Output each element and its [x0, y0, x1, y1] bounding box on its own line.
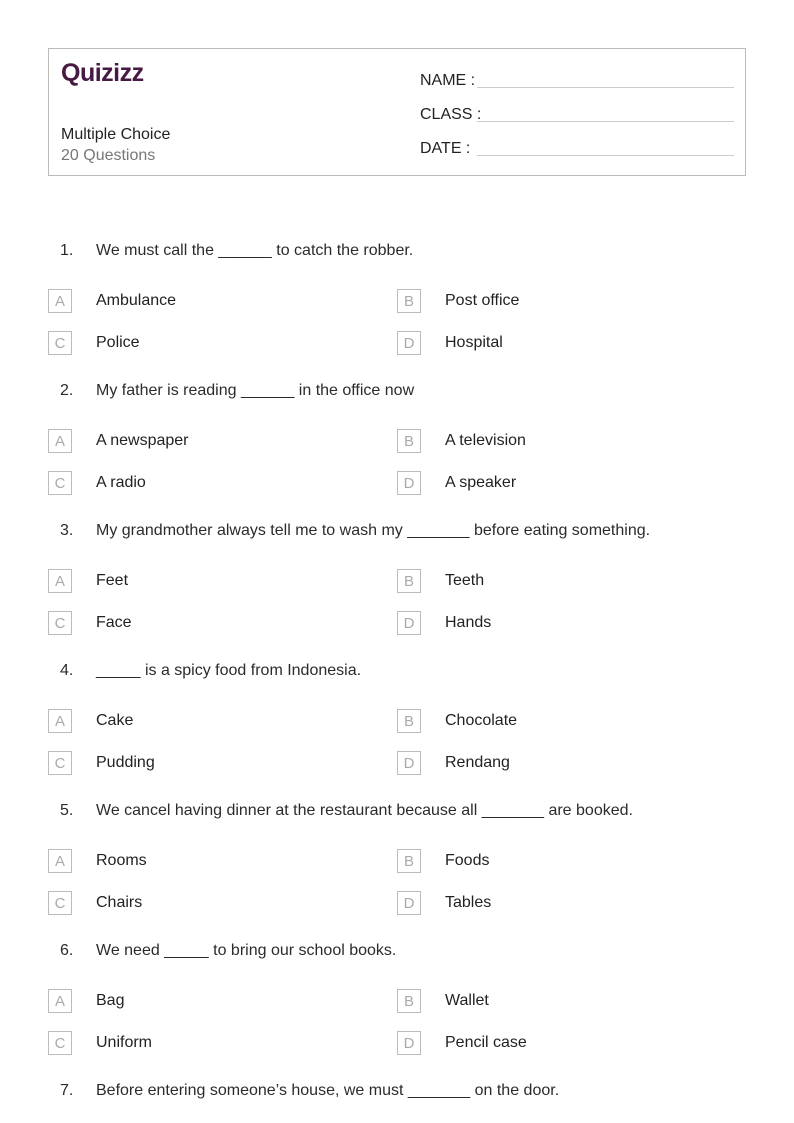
option-row: [0, 1022, 794, 1064]
option-text: Chocolate: [445, 712, 518, 729]
option-row: [0, 840, 794, 882]
question-number: 3.: [60, 522, 74, 539]
option-letter-box[interactable]: D: [397, 751, 421, 775]
answer-option[interactable]: [48, 700, 134, 742]
name-label: NAME :: [420, 72, 476, 89]
option-text: Face: [96, 614, 132, 631]
question: [0, 228, 794, 364]
option-letter-box[interactable]: C: [48, 751, 72, 775]
option-row: [0, 742, 794, 784]
option-text: Post office: [445, 292, 520, 309]
option-text: Pudding: [96, 754, 155, 771]
question-list: [0, 228, 794, 1120]
option-letter-box[interactable]: C: [48, 891, 72, 915]
answer-option[interactable]: [48, 602, 132, 644]
option-letter-box[interactable]: B: [397, 989, 421, 1013]
option-text: Rooms: [96, 852, 147, 869]
option-text: Ambulance: [96, 292, 177, 309]
answer-option[interactable]: [397, 742, 510, 784]
question-number: 1.: [60, 242, 74, 259]
question-text: Before entering someone’s house, we must _______ on the door.: [96, 1082, 560, 1099]
option-text: Chairs: [96, 894, 143, 911]
question-text: We must call the ______ to catch the robber.: [96, 242, 414, 259]
option-text: Police: [96, 334, 140, 351]
answer-option[interactable]: [397, 602, 492, 644]
answer-option[interactable]: [48, 882, 143, 924]
answer-option[interactable]: [48, 980, 125, 1022]
question: [0, 788, 794, 924]
option-text: A television: [445, 432, 526, 449]
option-row: [0, 280, 794, 322]
option-row: [0, 980, 794, 1022]
question-text: We cancel having dinner at the restaurant because all _______ are booked.: [96, 802, 633, 819]
answer-option[interactable]: [397, 700, 518, 742]
option-letter-box[interactable]: A: [48, 989, 72, 1013]
option-letter-box[interactable]: B: [397, 709, 421, 733]
option-row: [0, 322, 794, 364]
date-line[interactable]: [477, 154, 734, 156]
question-count: 20 Questions: [61, 147, 156, 164]
quizizz-logo: Quizizz: [61, 59, 144, 87]
name-line[interactable]: [477, 86, 734, 88]
class-label: CLASS :: [420, 106, 482, 123]
question-text: _____ is a spicy food from Indonesia.: [96, 662, 362, 679]
answer-option[interactable]: [397, 280, 520, 322]
option-text: A speaker: [445, 474, 517, 491]
answer-option[interactable]: [397, 980, 489, 1022]
question: [0, 928, 794, 1064]
question-number: 5.: [60, 802, 74, 819]
question: [0, 368, 794, 504]
answer-option[interactable]: [397, 840, 490, 882]
option-letter-box[interactable]: B: [397, 289, 421, 313]
question: [0, 1068, 794, 1120]
option-row: [0, 560, 794, 602]
answer-option[interactable]: [397, 462, 517, 504]
answer-option[interactable]: [48, 742, 155, 784]
answer-option[interactable]: [48, 322, 140, 364]
option-text: Uniform: [96, 1034, 153, 1051]
answer-option[interactable]: [48, 462, 146, 504]
answer-option[interactable]: [48, 1022, 153, 1064]
answer-option[interactable]: [48, 840, 147, 882]
option-row: [0, 462, 794, 504]
question-number: 7.: [60, 1082, 74, 1099]
option-letter-box[interactable]: D: [397, 331, 421, 355]
option-text: A radio: [96, 474, 146, 491]
option-letter-box[interactable]: D: [397, 611, 421, 635]
option-letter-box[interactable]: D: [397, 891, 421, 915]
option-text: Hands: [445, 614, 492, 631]
option-text: Pencil case: [445, 1034, 527, 1051]
option-text: Rendang: [445, 754, 510, 771]
answer-option[interactable]: [397, 322, 503, 364]
option-letter-box[interactable]: C: [48, 471, 72, 495]
class-line[interactable]: [477, 120, 734, 122]
option-row: [0, 602, 794, 644]
date-field[interactable]: [420, 134, 734, 158]
option-text: Wallet: [445, 992, 489, 1009]
answer-option[interactable]: [397, 420, 526, 462]
question-text: We need _____ to bring our school books.: [96, 942, 397, 959]
answer-option[interactable]: [397, 882, 492, 924]
option-letter-box[interactable]: C: [48, 611, 72, 635]
option-letter-box[interactable]: D: [397, 1031, 421, 1055]
option-text: Bag: [96, 992, 125, 1009]
question-number: 2.: [60, 382, 74, 399]
option-letter-box[interactable]: A: [48, 849, 72, 873]
question: [0, 508, 794, 644]
option-letter-box[interactable]: C: [48, 331, 72, 355]
question-number: 6.: [60, 942, 74, 959]
option-text: Feet: [96, 572, 129, 589]
option-letter-box[interactable]: D: [397, 471, 421, 495]
option-text: Teeth: [445, 572, 485, 589]
option-text: Foods: [445, 852, 490, 869]
question: [0, 648, 794, 784]
option-letter-box[interactable]: B: [397, 849, 421, 873]
answer-option[interactable]: [48, 280, 177, 322]
class-field[interactable]: [420, 100, 734, 124]
option-row: [0, 700, 794, 742]
option-row: [0, 882, 794, 924]
answer-option[interactable]: [48, 560, 129, 602]
worksheet-title: Multiple Choice: [61, 126, 171, 143]
option-row: [0, 420, 794, 462]
worksheet-header: [48, 48, 746, 176]
answer-option[interactable]: [397, 1022, 527, 1064]
answer-option[interactable]: [397, 560, 485, 602]
answer-option[interactable]: [48, 420, 189, 462]
option-letter-box[interactable]: B: [397, 569, 421, 593]
option-letter-box[interactable]: A: [48, 569, 72, 593]
option-letter-box[interactable]: B: [397, 429, 421, 453]
question-text: My father is reading ______ in the office now: [96, 382, 415, 399]
option-letter-box[interactable]: A: [48, 709, 72, 733]
option-text: Tables: [445, 894, 492, 911]
option-text: A newspaper: [96, 432, 189, 449]
option-letter-box[interactable]: A: [48, 289, 72, 313]
option-letter-box[interactable]: C: [48, 1031, 72, 1055]
name-field[interactable]: [420, 66, 734, 90]
question-text: My grandmother always tell me to wash my _______ before eating something.: [96, 522, 651, 539]
date-label: DATE :: [420, 140, 471, 157]
question-number: 4.: [60, 662, 74, 679]
option-text: Cake: [96, 712, 134, 729]
option-letter-box[interactable]: A: [48, 429, 72, 453]
option-text: Hospital: [445, 334, 503, 351]
